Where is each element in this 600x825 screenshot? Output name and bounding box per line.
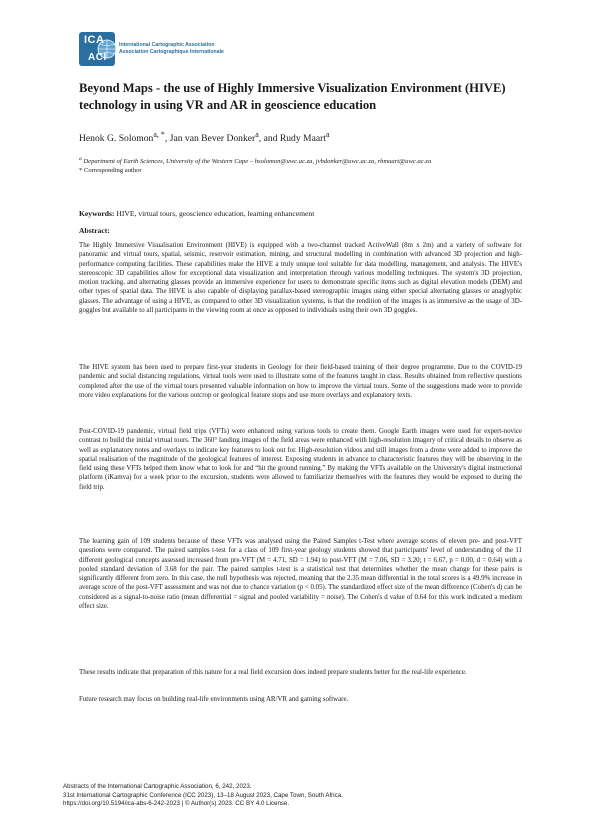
abstract-heading: Abstract: xyxy=(79,226,110,235)
abstract-paragraph: These results indicate that preparation of this nature for a real field excursion does indeed prepare students better for the real-life experience. xyxy=(79,669,467,676)
abstract-paragraph: The learning gain of 109 students because of these VFTs was analysed using the Paired Samples t-Test where average scores of eleven pre- and post-VFT questions were compared. The paired samples t-test for a class of 109 first-year geology students showed that participants' level of understanding of the 11 different geological concepts assessed increased from pre-VFT (M = 4.71, SD = 1.94) to post-VFT (M = 7.06, SD = 3.20; t = 6.67, p = 0.00, d = 0.64) with a pooled standard deviation of 3.68 for the pair. The paired samples t-test is a statistical test that determines whether the mean change for these pairs is significantly different from zero. In this case, the null hypothesis was rejected, meaning that the 2.35 mean differential in the total scores is a 49.9% increase in average score of the post-VFT assessment and was not due to chance variation (p < 0.05). The standardized effect size of the mean difference (Cohen's d) can be considered as a signal-to-noise ratio (mean differential = signal and pooled variability = noise). The Cohen's d value of 0.64 for this work indicated a medium effect size. xyxy=(79,538,522,611)
abstract-paragraph: The Highly Immersive Visualisation Environment (HIVE) is equipped with a two-channel tracked ActiveWall (8m x 2m) and a variety of software for panoramic and virtual tours, spatial, seismic, reservoir estimation, mining, and structural modelling in combination with advanced 3D projection and high-performance computing facilities. These capabilities make the HIVE a truly unique tool suitable for data modelling, management, and analysis. The HIVE's stereoscopic 3D capabilities allow for exceptional data visualization and interpretation through various modelling techniques. The system's 3D projection, motion tracking, and alternating glasses provide an immersive experience for users to demonstrate specific items such as digital elevation models (DEM) and other types of spatial data. The HIVE is also capable of displaying parallax-based stereographic images using either special alternating glasses or anaglyphic glasses. The advantage of using a HIVE, as compared to other 3D visualization systems, is that the rendition of the images is as immersive as the usage of 3D-goggles but available to all participants in the viewing room at once as opposed to individuals using their own 3D goggles. xyxy=(79,242,522,315)
corresponding-author-note: * Corresponding author xyxy=(79,167,142,174)
author-list xyxy=(79,130,330,144)
keywords-label: Keywords: xyxy=(79,209,115,218)
logo-aci-text: ACI xyxy=(88,52,107,63)
logo-association-fr: Association Cartographique Internationale xyxy=(119,49,224,55)
footer-conference: 31st International Cartographic Conference (ICC 2023), 13–18 August 2023, Cape Town, South Africa. xyxy=(63,791,343,799)
abstract-paragraph: Future research may focus on building real-life environments using AR/VR and gaming software. xyxy=(79,696,349,703)
author-superscript: a xyxy=(325,130,330,139)
author-superscript: a xyxy=(255,130,259,139)
affiliation xyxy=(79,156,431,165)
author-name: , Jan van Bever Donker xyxy=(164,133,256,145)
footer-citation: Abstracts of the International Cartographic Association, 6, 242, 2023. xyxy=(63,783,252,790)
keywords-text: HIVE, virtual tours, geoscience education, learning enhancement xyxy=(114,209,315,218)
keywords xyxy=(79,209,314,218)
paper-title: Beyond Maps - the use of Highly Immersive Visualization Environment (HIVE) technology in using VR and AR in geoscience education xyxy=(79,81,506,112)
footer-doi-license: https://doi.org/10.5194/ica-abs-6-242-2023 | © Author(s) 2023. CC BY 4.0 License. xyxy=(63,800,290,808)
abstract-paragraph: Post-COVID-19 pandemic, virtual field trips (VFTs) were enhanced using various tools to create them. Google Earth images were used for expert-novice contrast to build the initial virtual tours. The 360° landing images of the field areas were enhanced with high-resolution imagery of critical details to observe as well as explanatory notes and overlays to indicate key features to look out for. High-resolution videos and still images from a drone were added to improve the spatial realisation of the magnitude of the geological features of interest. Exposing students in advance to characteristic features they will be observing in the field using these VFTs helped them know what to look for and “hit the ground running.” By making the VFTs available on the University's digital instructional platform (iKamva) for a week prior to the excursion, students were allowed to familiarize themselves with the features they would be exposed to during the field trip. xyxy=(79,428,522,491)
affiliation-text: Department of Earth Sciences, University of the Western Cape – hsolomon@uwc.ac.za, jvbdonker@uwc.ac.za, rbmaart@uwc.ac.za xyxy=(81,158,432,166)
affiliation-superscript: a xyxy=(79,156,82,162)
page-footer xyxy=(63,783,343,809)
logo-ica-text: ICA xyxy=(84,34,105,46)
author-superscript: a, * xyxy=(153,130,165,139)
author-name: Henok G. Solomon xyxy=(79,133,154,145)
author-name: , and Rudy Maart xyxy=(258,133,326,145)
ica-logo xyxy=(79,32,249,66)
abstract-paragraph: The HIVE system has been used to prepare first-year students in Geology for their field-based training of their degree programme. Due to the COVID-19 pandemic and social distancing regulations, virtual tools were used to illustrate some of the features taught in class. Results obtained from reflective questions completed after the use of the virtual tours presented valuable information on how to improve the virtual tours. Some of the suggestions made were to provide more video explanations for the various outcrop or geological feature stops and use more overlays and explanatory texts. xyxy=(79,364,522,399)
logo-association-en: International Cartographic Association xyxy=(119,42,215,48)
